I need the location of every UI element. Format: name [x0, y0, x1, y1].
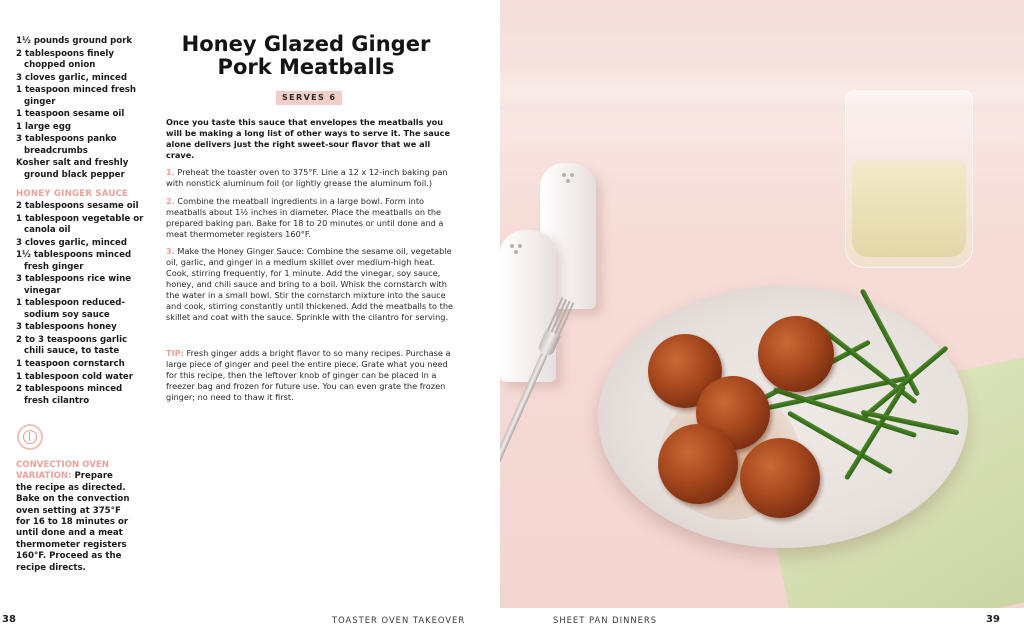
- convection-oven-icon: [17, 424, 43, 450]
- recipe-intro: Once you taste this sauce that envelopes the meatballs you will be making a long list of other ways to serve it. The sauce alone delivers just the right sweet-sour flavor that we all crave.: [166, 117, 451, 160]
- sauce-heading: HONEY GINGER SAUCE: [16, 189, 129, 200]
- sauce-ingredient-list: [16, 201, 150, 407]
- main-ingredient-list: [16, 36, 150, 181]
- ingredient-item: 3 tablespoons panko breadcrumbs: [16, 134, 117, 156]
- tip-label: TIP:: [166, 348, 184, 358]
- serves-badge: SERVES 6: [276, 91, 342, 105]
- tip-text: Fresh ginger adds a bright flavor to so many recipes. Purchase a large piece of ginger and peel the entire piece. Grate what you need for this recipe, then the leftover knob of ginger can be placed in a freezer bag and frozen for future use. You can even grate the frozen ginger; no need to thaw it first.: [166, 348, 451, 402]
- left-page-number: 38: [2, 614, 16, 625]
- ingredient-item: 1½ tablespoons minced fresh ginger: [16, 250, 132, 272]
- step-text: Preheat the toaster oven to 375°F. Line a 12 x 12-inch baking pan with nonstick aluminum foil (or lightly grease the aluminum foil.): [166, 167, 448, 188]
- ingredient-item: 1½ pounds ground pork: [16, 36, 133, 46]
- food-photo: [500, 0, 1024, 608]
- step-number: 3.: [166, 246, 175, 256]
- ingredient-item: 2 tablespoons sesame oil: [16, 201, 139, 212]
- ingredient-item: 1 large egg: [16, 121, 72, 132]
- ingredient-item: 2 tablespoons minced fresh cilantro: [16, 384, 123, 406]
- ingredient-item: 1 teaspoon minced fresh ginger: [16, 85, 137, 107]
- right-running-head: SHEET PAN DINNERS: [553, 615, 658, 625]
- left-page: [0, 0, 500, 634]
- ingredient-item: 2 to 3 teaspoons garlic chili sauce, to taste: [16, 334, 128, 357]
- step-text: Make the Honey Ginger Sauce: Combine the sesame oil, vegetable oil, garlic, and ginger in a medium skillet over medium-high heat. Cook, stirring frequently, for 1 minute. Add the vinegar, soy sauce, honey, and chili sauce and bring to a boil. Whisk the cornstarch with the water in a small bowl. Stir the cornstarch mixture into the sauce and cook, stirring constantly until thickened. Add the meatballs to the skillet and coat with the sauce. Sprinkle with the cilantro for serving.: [166, 246, 454, 322]
- ingredient-item: 1 tablespoon vegetable or canola oil: [16, 213, 144, 236]
- step-1: [166, 167, 456, 189]
- ingredient-item: Kosher salt and freshly ground black pepper: [16, 158, 129, 180]
- ingredient-item: 1 teaspoon cornstarch: [16, 358, 125, 369]
- ingredient-item: 3 cloves garlic, minced: [16, 237, 127, 248]
- left-running-head: TOASTER OVEN TAKEOVER: [332, 615, 466, 625]
- tip: [166, 348, 456, 403]
- convection-text: Prepare the recipe as directed. Bake on the convection oven setting at 375°F for 16 to 18 minutes or until done and a meat thermometer registers 160°F. Proceed as the recipe directs.: [16, 471, 130, 573]
- right-page-number: 39: [986, 614, 1000, 625]
- page-footer: [0, 608, 1024, 634]
- step-text: Combine the meatball ingredients in a large bowl. Form into meatballs about 1½ inches in diameter. Place the meatballs on the prepared baking pan. Bake for 18 to 20 minutes or until done and a meat thermometer registers 160°F.: [166, 196, 444, 239]
- ingredient-item: 1 tablespoon reduced-sodium soy sauce: [16, 298, 125, 320]
- meatball: [740, 438, 820, 518]
- convection-label: CONVECTION OVEN VARIATION:: [16, 460, 109, 482]
- ingredient-item: 2 tablespoons finely chopped onion: [16, 48, 114, 70]
- ingredient-item: 1 tablespoon cold water: [16, 371, 133, 382]
- meatball: [658, 424, 738, 504]
- ingredient-item: 1 teaspoon sesame oil: [16, 109, 125, 120]
- ingredient-item: 3 tablespoons honey: [16, 322, 117, 333]
- convection-variation: [16, 460, 130, 574]
- wine-glass: [845, 90, 973, 268]
- ingredient-item: 3 cloves garlic, minced: [16, 72, 127, 83]
- ingredients-column: [16, 36, 150, 408]
- step-3: [166, 246, 456, 323]
- ingredient-item: 3 tablespoons rice wine vinegar: [16, 274, 132, 296]
- meatball: [758, 316, 834, 392]
- recipe-title: Honey Glazed Ginger Pork Meatballs: [181, 32, 431, 79]
- white-wine: [852, 161, 966, 257]
- step-2: [166, 196, 456, 240]
- step-number: 2.: [166, 196, 175, 206]
- step-number: 1.: [166, 167, 175, 177]
